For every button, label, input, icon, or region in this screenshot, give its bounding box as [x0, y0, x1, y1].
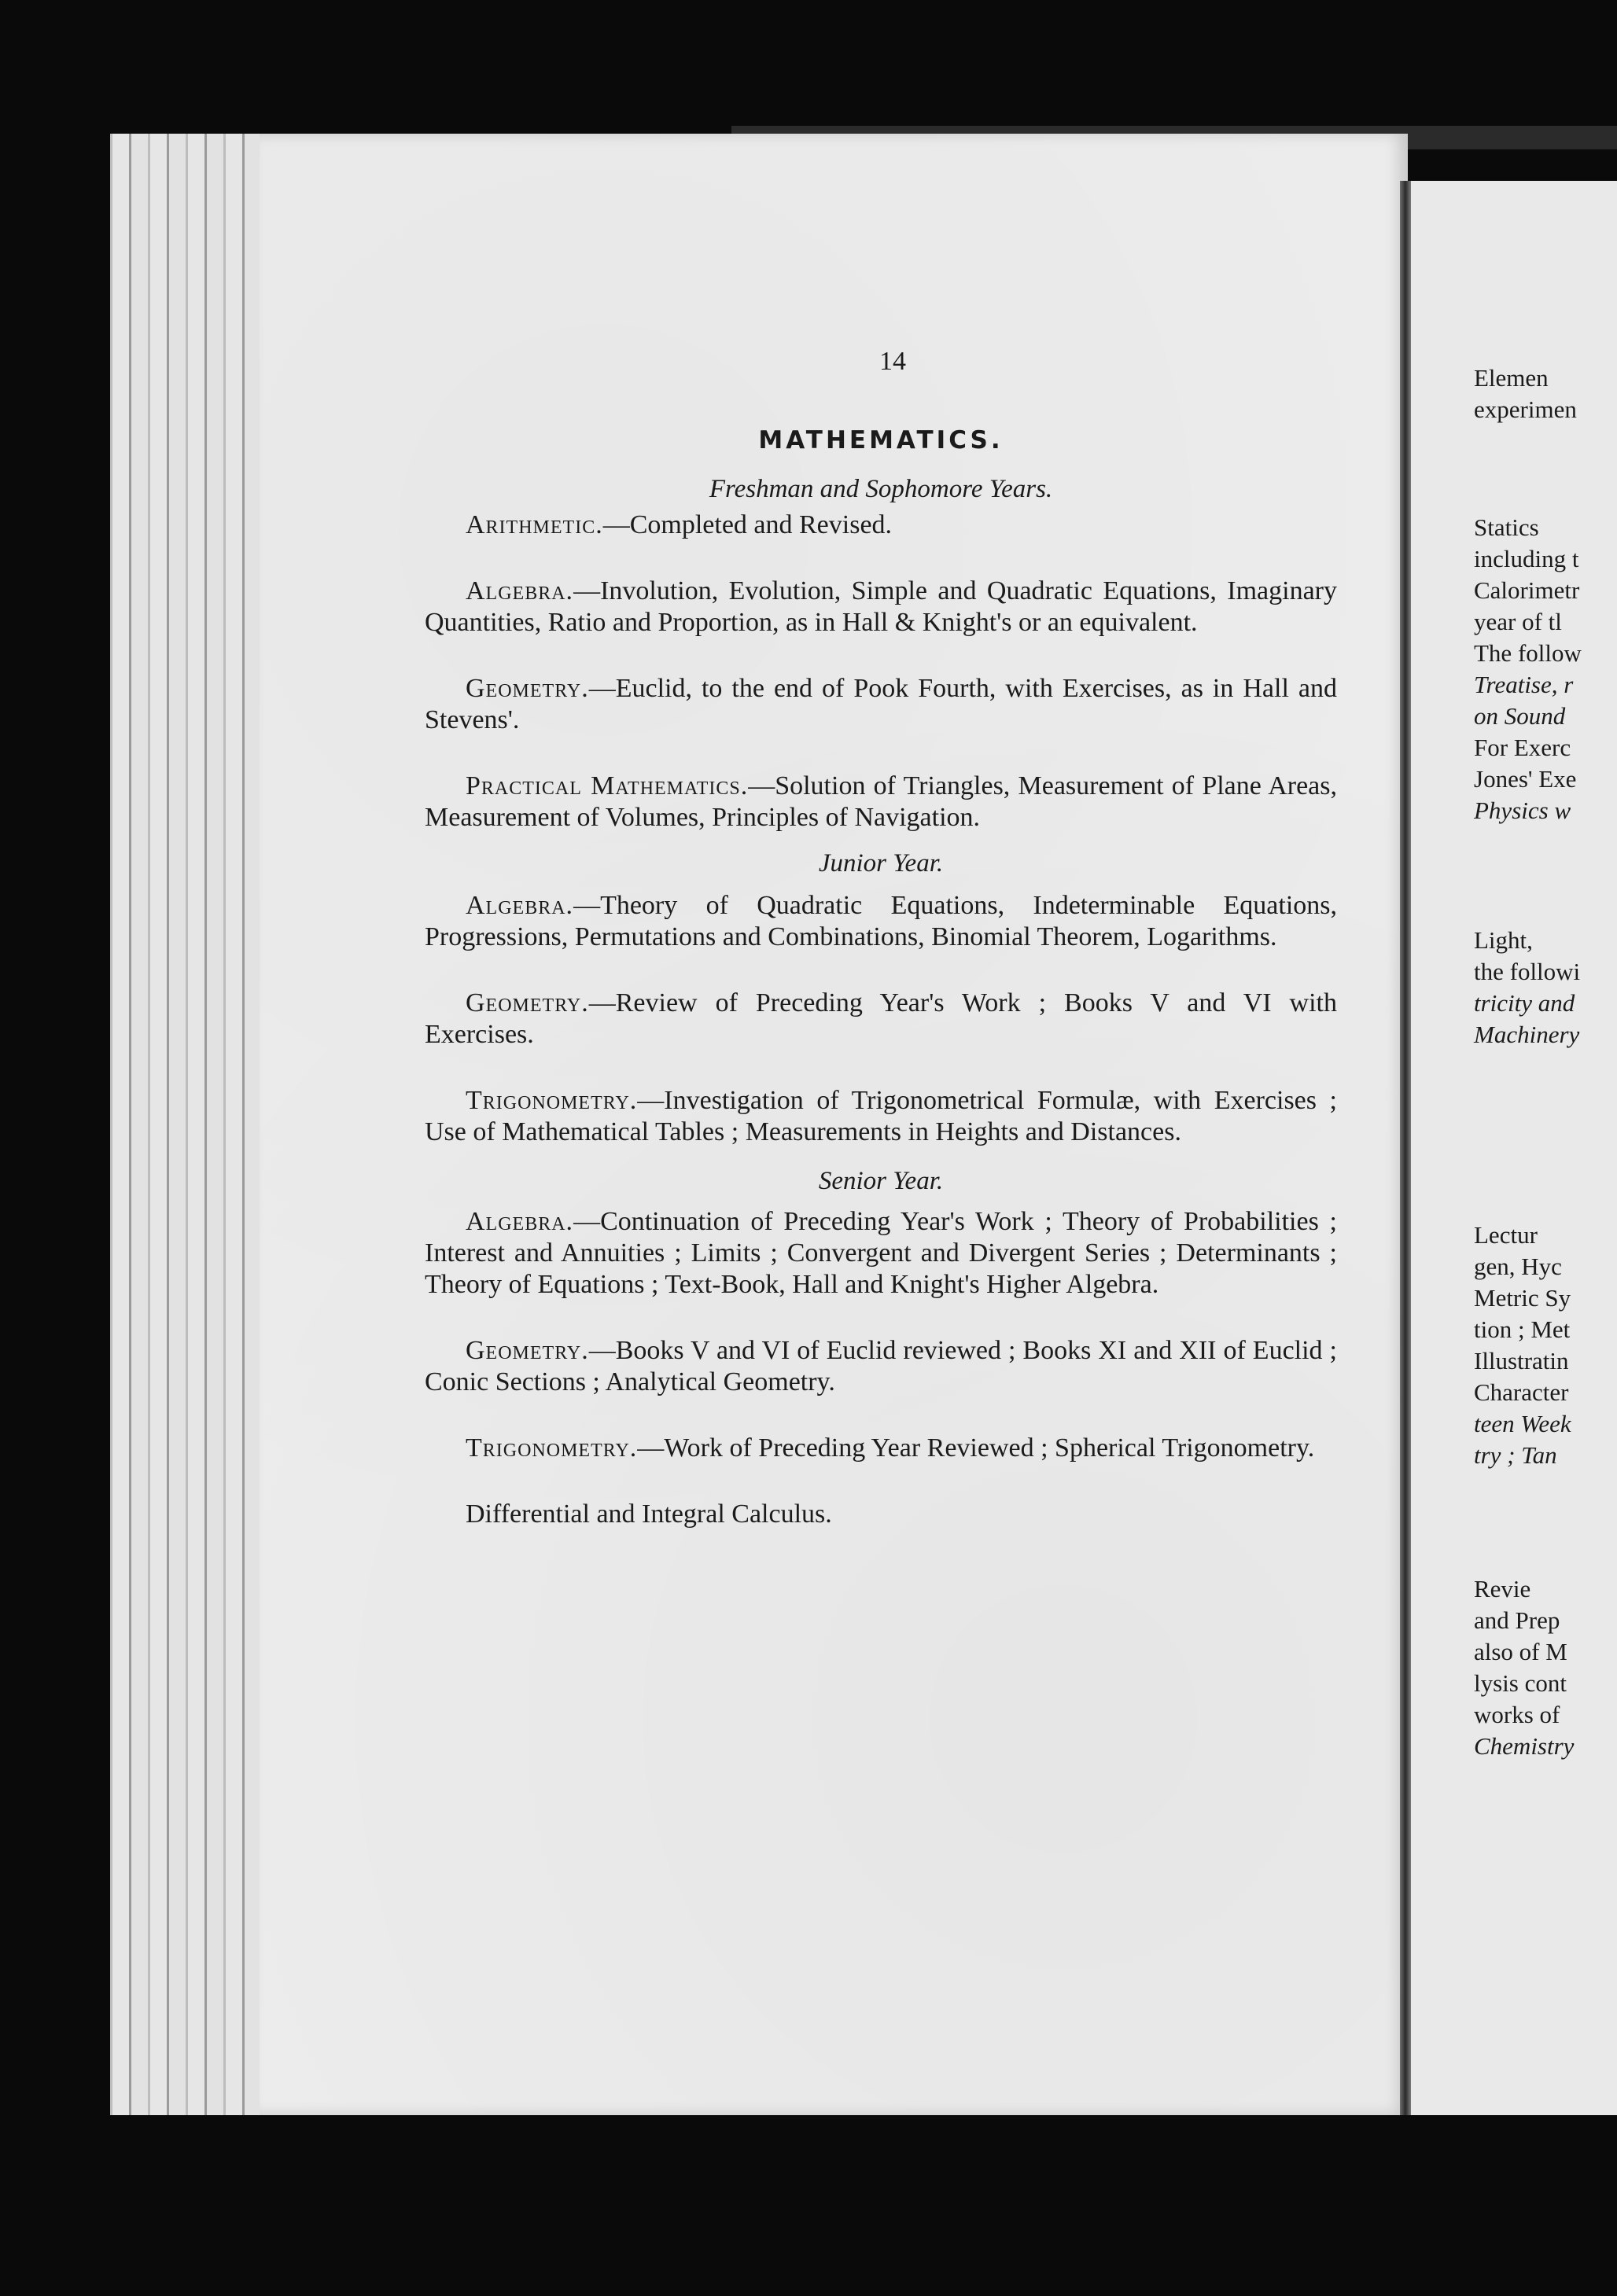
right-page-line: and Prep — [1474, 1606, 1560, 1634]
right-page-line: Statics — [1474, 513, 1539, 541]
right-page-line: year of tl — [1474, 608, 1562, 635]
section-freshman-sophomore — [425, 473, 1337, 833]
course-item-head: Geometry. — [466, 674, 589, 703]
course-item-text: Differential and Integral Calculus. — [466, 1499, 832, 1529]
course-item — [425, 1206, 1337, 1301]
right-page-line: works of — [1474, 1701, 1560, 1728]
right-page-line: Light, — [1474, 926, 1533, 954]
course-item — [425, 771, 1337, 833]
course-item-text: —Theory of Quadratic Equations, Indeterminable Equations, Progressions, Permutations and Combinations, Binomial Theorem, Logarithms. — [425, 891, 1337, 951]
course-item-head: Algebra. — [466, 1207, 574, 1236]
course-item-head: Algebra. — [466, 891, 574, 920]
course-item-head: Practical Mathematics. — [466, 771, 749, 800]
right-page-line: Calorimetr — [1474, 576, 1580, 604]
section-heading: Junior Year. — [818, 849, 944, 878]
page-title: MATHEMATICS. — [758, 426, 1004, 454]
course-item-text: —Investigation of Trigonometrical Formulæ, with Exercises ; Use of Mathematical Tables ; Measurements in Heights and Distances. — [425, 1086, 1337, 1146]
right-page-line: lysis cont — [1474, 1669, 1567, 1697]
course-item — [425, 673, 1337, 736]
right-page-line: try ; Tan — [1474, 1441, 1557, 1469]
right-page-line: the followi — [1474, 958, 1581, 985]
course-item — [425, 988, 1337, 1050]
book-gutter — [1400, 181, 1411, 2115]
section-senior — [425, 1165, 1337, 1530]
right-page-line: Character — [1474, 1378, 1569, 1406]
course-item-text: —Solution of Triangles, Measurement of Plane Areas, Measurement of Volumes, Principles of Navigation. — [425, 771, 1337, 832]
right-page-line: also of M — [1474, 1638, 1567, 1665]
course-item-text: —Completed and Revised. — [602, 510, 893, 539]
right-page-line: Jones' Exe — [1474, 765, 1577, 793]
right-page-line: Elemen — [1474, 364, 1549, 392]
right-page-line: teen Week — [1474, 1410, 1571, 1437]
course-item-text: —Involution, Evolution, Simple and Quadratic Equations, Imaginary Quantities, Ratio and Proportion, as in Hall & Knight's or an equivalent. — [425, 576, 1337, 637]
course-item-head: Geometry. — [466, 988, 589, 1017]
course-item-head: Arithmetic. — [466, 510, 603, 539]
course-item — [425, 1499, 1337, 1530]
course-item — [425, 1085, 1337, 1148]
right-page-line: Illustratin — [1474, 1347, 1569, 1374]
course-item — [425, 1335, 1337, 1398]
right-page-line: Lectur — [1474, 1221, 1538, 1249]
course-item — [425, 890, 1337, 953]
right-page-line: Treatise, r — [1474, 671, 1574, 698]
right-page-line: tion ; Met — [1474, 1315, 1571, 1343]
right-page-line: Revie — [1474, 1575, 1531, 1602]
course-item-text: —Euclid, to the end of Pook Fourth, with Exercises, as in Hall and Stevens'. — [425, 674, 1337, 734]
section-heading: Senior Year. — [818, 1167, 944, 1195]
right-page-line: gen, Hyc — [1474, 1253, 1562, 1280]
right-page-line: Machinery — [1474, 1021, 1580, 1048]
section-junior — [425, 848, 1337, 1148]
course-item-head: Trigonometry. — [466, 1433, 638, 1463]
course-item — [425, 510, 1337, 541]
right-page — [1411, 181, 1617, 2115]
course-item-head: Geometry. — [466, 1336, 589, 1365]
course-item — [425, 1433, 1337, 1464]
left-page-content — [425, 346, 1337, 1530]
section-heading: Freshman and Sophomore Years. — [709, 475, 1053, 503]
course-item-head: Trigonometry. — [466, 1086, 638, 1115]
right-page-line: Physics w — [1474, 797, 1571, 824]
right-page-line: Chemistry — [1474, 1732, 1575, 1760]
course-item — [425, 576, 1337, 638]
right-page-line: on Sound — [1474, 702, 1566, 730]
right-page-line: For Exerc — [1474, 734, 1571, 761]
right-page-line: experimen — [1474, 396, 1577, 423]
course-item-text: —Review of Preceding Year's Work ; Books V and VI with Exercises. — [425, 988, 1337, 1049]
right-page-line: tricity and — [1474, 989, 1575, 1017]
page-edge-stack — [110, 134, 267, 2115]
course-item-head: Algebra. — [466, 576, 574, 605]
course-item-text: —Continuation of Preceding Year's Work ; Theory of Probabilities ; Interest and Annuities ; Limits ; Convergent and Divergent Series ; Determinants ; Theory of Equations ; Text-Book, Hall and Knight's Higher Algebra. — [425, 1207, 1337, 1299]
right-page-line: Metric Sy — [1474, 1284, 1571, 1312]
page-number: 14 — [879, 347, 906, 376]
right-page-line: The follow — [1474, 639, 1582, 667]
course-item-text: —Work of Preceding Year Reviewed ; Spherical Trigonometry. — [637, 1433, 1315, 1463]
right-page-line: including t — [1474, 545, 1579, 572]
course-item-text: —Books V and VI of Euclid reviewed ; Books XI and XII of Euclid ; Conic Sections ; Analytical Geometry. — [425, 1336, 1337, 1396]
